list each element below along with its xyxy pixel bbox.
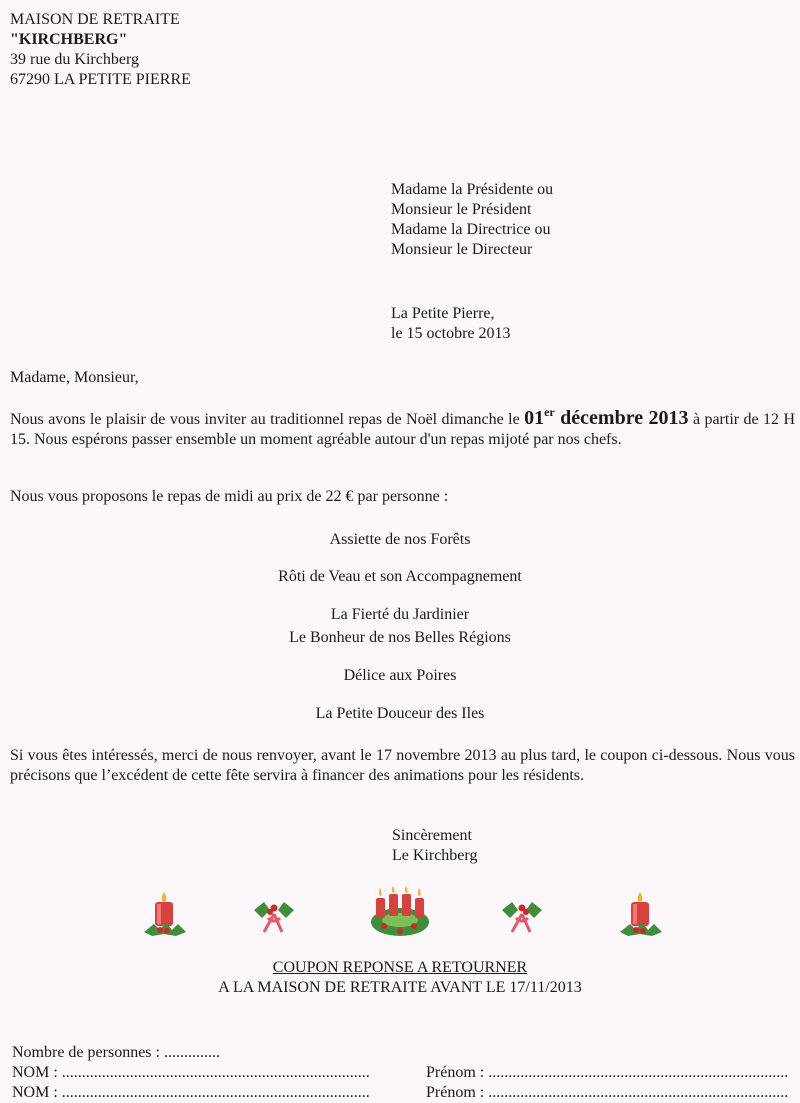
menu-item: Rôti de Veau et son Accompagnement bbox=[278, 568, 522, 585]
reply-paragraph: Si vous êtes intéressés, merci de nous renvoyer, avant le 17 novembre 2013 au plus tard, le coupon ci-dessous. Nous vous précisons que l’excédent de cette fête servira à financer des animations pour les résidents. bbox=[10, 747, 795, 784]
menu-item: La Fierté du Jardinier bbox=[330, 606, 470, 623]
paragraph-text: Nous avons le plaisir de vous inviter au traditionnel repas de Noël dimanche le bbox=[10, 411, 525, 428]
recipient-block bbox=[391, 180, 553, 260]
menu-item: Le Bonheur de nos Belles Régions bbox=[289, 629, 511, 646]
menu-item: La Petite Douceur des Iles bbox=[315, 705, 485, 722]
invitation-paragraph bbox=[10, 402, 795, 450]
nom-field[interactable]: NOM : ............................................................................. bbox=[12, 1084, 370, 1101]
candle-icon bbox=[140, 890, 188, 940]
price-paragraph: Nous vous proposons le repas de midi au prix de 22 € par personne : bbox=[10, 488, 449, 505]
nom-field[interactable]: NOM : ............................................................................. bbox=[12, 1064, 370, 1081]
salutation: Madame, Monsieur, bbox=[10, 369, 139, 386]
recipient-line: Monsieur le Directeur bbox=[391, 241, 533, 258]
recipient-line: Monsieur le Président bbox=[391, 201, 532, 218]
menu-item: Assiette de nos Forêts bbox=[329, 531, 471, 548]
persons-row bbox=[12, 1043, 792, 1063]
sender-line: 67290 LA PETITE PIERRE bbox=[10, 71, 191, 88]
place-line: La Petite Pierre, bbox=[391, 305, 495, 322]
prenom-field[interactable]: Prénom : ........................................................................... bbox=[426, 1064, 789, 1081]
sender-line: MAISON DE RETRAITE bbox=[10, 11, 180, 28]
sender-address bbox=[10, 10, 191, 90]
christmas-icons-row bbox=[0, 884, 800, 944]
signature-line: Le Kirchberg bbox=[392, 847, 478, 864]
signature bbox=[392, 826, 477, 866]
menu-item: Délice aux Poires bbox=[343, 667, 457, 684]
sender-line: 39 rue du Kirchberg bbox=[10, 51, 139, 68]
persons-field[interactable]: Nombre de personnes : .............. bbox=[12, 1044, 220, 1061]
event-date: décembre 2013 bbox=[554, 407, 689, 429]
sender-line: "KIRCHBERG" bbox=[10, 31, 128, 48]
date-line: le 15 octobre 2013 bbox=[391, 325, 511, 342]
paragraph-text: à partir de 12 H 15. Nous espérons passer ensemble un moment agréable autour d'un repas mijoté par nos chefs. bbox=[10, 411, 796, 448]
signature-line: Sincèrement bbox=[392, 827, 472, 844]
coupon-subtitle: A LA MAISON DE RETRAITE AVANT LE 17/11/2013 bbox=[218, 979, 582, 996]
candle-icon bbox=[616, 890, 664, 940]
event-day: 01 bbox=[524, 407, 545, 429]
name-row bbox=[12, 1063, 792, 1083]
prenom-field[interactable]: Prénom : ........................................................................... bbox=[426, 1084, 789, 1101]
holly-ribbon-icon bbox=[498, 896, 546, 938]
reply-form bbox=[12, 1043, 792, 1103]
place-date bbox=[391, 304, 511, 344]
holly-ribbon-icon bbox=[250, 896, 298, 938]
recipient-line: Madame la Présidente ou bbox=[391, 181, 554, 198]
event-day-suffix: er bbox=[544, 405, 555, 419]
recipient-line: Madame la Directrice ou bbox=[391, 221, 551, 238]
name-row bbox=[12, 1083, 792, 1103]
advent-wreath-icon bbox=[368, 884, 432, 938]
coupon-title: COUPON REPONSE A RETOURNER bbox=[272, 959, 528, 976]
